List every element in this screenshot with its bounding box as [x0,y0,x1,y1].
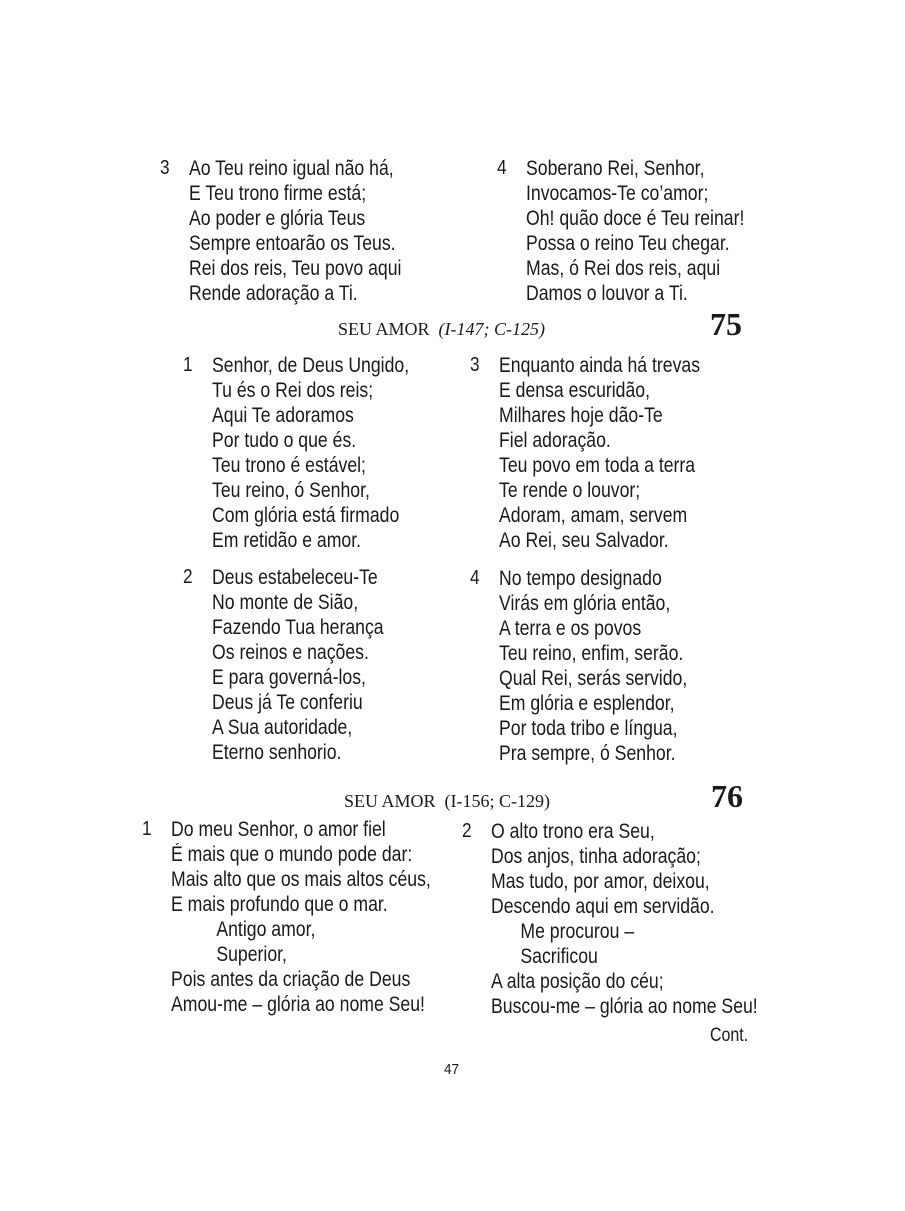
lyric-line: Em retidão e amor. [212,529,362,552]
hymn-title [344,790,550,812]
verse-number: 3 [160,157,170,179]
verse-block [183,353,463,555]
lyric-line: Mais alto que os mais altos céus, [171,868,431,891]
lyric-line: Fiel adoração. [499,429,611,452]
lyric-line: Qual Rei, serás servido, [499,667,688,690]
verse-block [470,566,770,768]
lyric-line: Aqui Te adoramos [212,404,354,427]
lyric-line: É mais que o mundo pode dar: [171,843,413,866]
lyric-line: Descendo aqui em servidão. [491,895,715,918]
lyric-line: Mas, ó Rei dos reis, aqui [526,257,721,280]
lyric-line: Virás em glória então, [499,592,671,615]
lyric-line: A Sua autoridade, [212,716,353,739]
lyric-line: Dos anjos, tinha adoração; [491,845,701,868]
page-number: 47 [444,1061,460,1078]
lyric-line: Rei dos reis, Teu povo aqui [189,257,402,280]
lyric-line: Possa o reino Teu chegar. [526,232,730,255]
lyric-line: Enquanto ainda há trevas [499,354,701,377]
lyric-line: A terra e os povos [499,617,642,640]
verse-number: 2 [183,566,193,588]
hymn-title-text: SEU AMOR [344,791,436,811]
lyric-line: Eterno senhorio. [212,741,342,764]
lyric-line: Me procurou – [520,920,635,943]
lyric-line: Rende adoração a Ti. [189,282,358,305]
lyric-line: Teu reino, ó Senhor, [212,479,370,502]
lyric-line: Por tudo o que és. [212,429,357,452]
hymn-title-text: SEU AMOR [338,319,430,339]
hymn-number: 75 [710,306,742,342]
lyric-line: Sempre entoarão os Teus. [189,232,396,255]
lyric-line: Do meu Senhor, o amor fiel [171,818,386,841]
lyric-line: Sacrificou [520,945,598,968]
lyric-line: Em glória e esplendor, [499,692,675,715]
lyric-line: Os reinos e nações. [212,641,369,664]
lyric-line: Invocamos-Te co’amor; [526,182,709,205]
verse-block [470,353,770,555]
verse-block [142,817,442,1019]
verse-number: 1 [183,354,193,376]
continued-label: Cont. [710,1025,749,1046]
lyric-line: Adoram, amam, servem [499,504,688,527]
lyric-line: No tempo designado [499,567,662,590]
lyric-line: No monte de Sião, [212,591,359,614]
verse-block [462,819,782,1021]
hymn-reference: (I-156; C-129) [444,791,551,811]
lyric-line: Pois antes da criação de Deus [171,968,411,991]
lyric-line: Milhares hoje dão-Te [499,404,663,427]
lyric-line: Pra sempre, ó Senhor. [499,742,676,765]
lyric-line: Damos o louvor a Ti. [526,282,688,305]
lyric-line: Senhor, de Deus Ungido, [212,354,410,377]
lyric-line: Deus estabeleceu-Te [212,566,378,589]
hymn-title [338,318,545,340]
lyric-line: Teu reino, enfim, serão. [499,642,684,665]
lyric-line: Teu povo em toda a terra [499,454,696,477]
lyric-line: Ao poder e glória Teus [189,207,366,230]
lyric-line: Antigo amor, [216,918,316,941]
lyric-line: Com glória está firmado [212,504,400,527]
lyric-line: Por toda tribo e língua, [499,717,678,740]
lyric-line: Buscou-me – glória ao nome Seu! [491,995,758,1018]
verse-block [183,565,463,767]
hymn-number: 76 [711,778,743,814]
lyric-line: Mas tudo, por amor, deixou, [491,870,710,893]
lyric-line: Superior, [216,943,287,966]
lyric-line: Fazendo Tua herança [212,616,384,639]
lyric-line: Te rende o louvor; [499,479,641,502]
verse-block [497,156,797,308]
lyric-line: E densa escuridão, [499,379,651,402]
verse-number: 1 [142,818,152,840]
verse-block [160,156,460,308]
lyric-line: Oh! quão doce é Teu reinar! [526,207,745,230]
lyric-line: A alta posição do céu; [491,970,664,993]
lyric-line: E para governá-los, [212,666,366,689]
lyric-line: E mais profundo que o mar. [171,893,388,916]
lyric-line: Ao Teu reino igual não há, [189,157,394,180]
lyric-line: Tu és o Rei dos reis; [212,379,374,402]
verse-number: 4 [497,157,507,179]
lyric-line: Soberano Rei, Senhor, [526,157,705,180]
lyric-line: Teu trono é estável; [212,454,366,477]
verse-number: 3 [470,354,480,376]
lyric-line: O alto trono era Seu, [491,820,655,843]
lyric-line: Deus já Te conferiu [212,691,363,714]
lyric-line: Ao Rei, seu Salvador. [499,529,669,552]
lyric-line: Amou-me – glória ao nome Seu! [171,993,425,1016]
verse-number: 2 [462,820,472,842]
hymn-reference: (I-147; C-125) [438,319,546,339]
lyric-line: E Teu trono firme está; [189,182,367,205]
verse-number: 4 [470,567,480,589]
